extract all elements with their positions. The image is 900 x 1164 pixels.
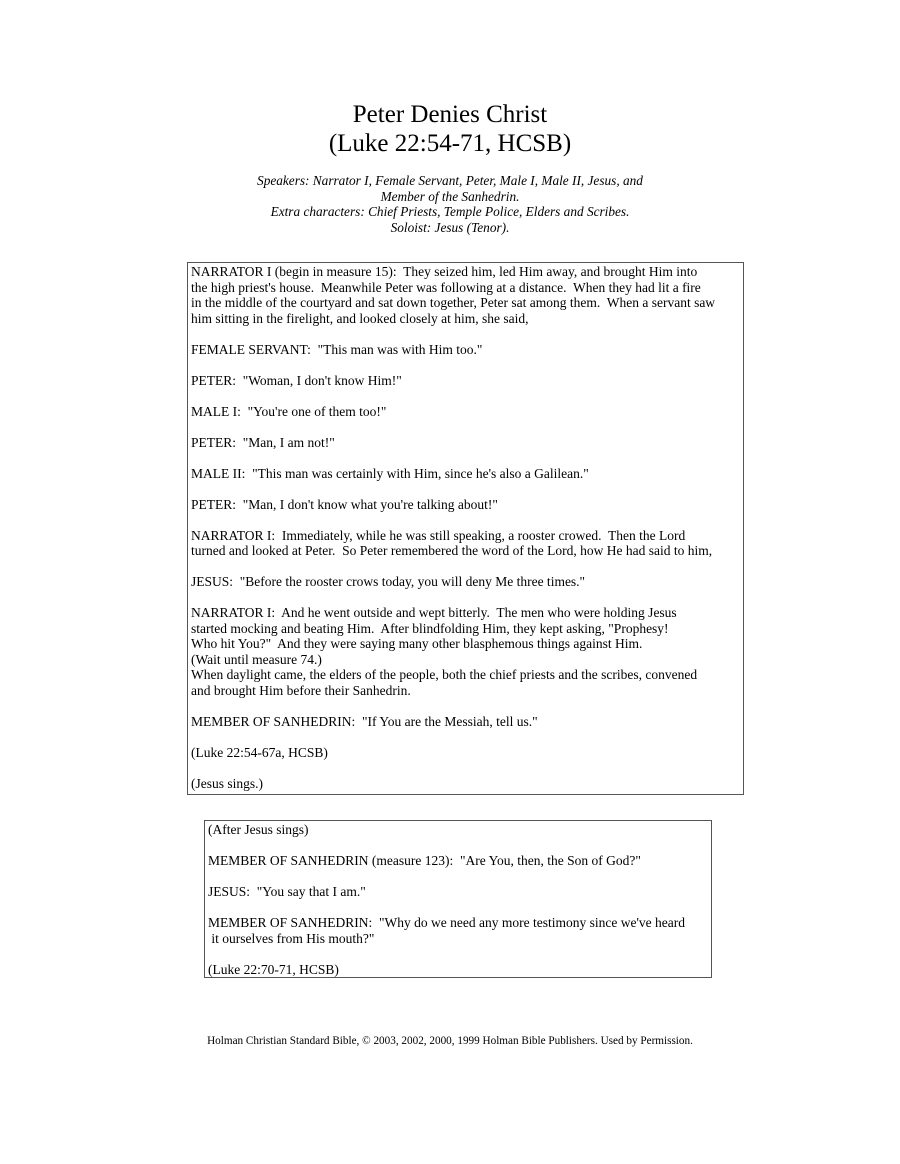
page-title	[0, 100, 900, 158]
script-paragraph: MALE II: "This man was certainly with Him, since he's also a Galilean."	[191, 465, 589, 481]
script-paragraph: MEMBER OF SANHEDRIN (measure 123): "Are You, then, the Son of God?"	[208, 853, 641, 868]
cast-notes	[0, 173, 900, 235]
script-paragraph	[208, 915, 708, 946]
title-line-2: (Luke 22:54-71, HCSB)	[328, 130, 572, 157]
stage-direction: (After Jesus sings)	[208, 822, 309, 837]
script-line: him sitting in the firelight, and looked closely at him, she said,	[191, 310, 529, 326]
script-paragraph: PETER: "Man, I don't know what you're talking about!"	[191, 496, 498, 512]
script-paragraph: MEMBER OF SANHEDRIN: "If You are the Messiah, tell us."	[191, 713, 538, 729]
script-line: the high priest's house. Meanwhile Peter was following at a distance. When they had lit a fire	[191, 279, 701, 295]
speakers-line-2: Member of the Sanhedrin.	[380, 188, 520, 204]
script-paragraph: PETER: "Man, I am not!"	[191, 434, 335, 450]
extra-characters: Extra characters: Chief Priests, Temple Police, Elders and Scribes.	[270, 204, 630, 219]
script-line: When daylight came, the elders of the people, both the chief priests and the scribes, convened	[191, 667, 698, 682]
script-line: NARRATOR I: And he went outside and wept bitterly. The men who were holding Jesus	[191, 605, 677, 620]
script-box-part-1	[187, 262, 744, 795]
script-line: and brought Him before their Sanhedrin.	[191, 682, 411, 698]
script-paragraph: PETER: "Woman, I don't know Him!"	[191, 372, 402, 388]
script-line: Who hit You?" And they were saying many other blasphemous things against Him.	[191, 636, 643, 651]
scripture-reference: (Luke 22:70-71, HCSB)	[208, 961, 339, 977]
script-paragraph: FEMALE SERVANT: "This man was with Him too."	[191, 341, 483, 357]
script-paragraph: JESUS: "Before the rooster crows today, you will deny Me three times."	[191, 574, 586, 589]
script-line: it ourselves from His mouth?"	[208, 930, 375, 946]
script-line: NARRATOR I (begin in measure 15): They seized him, led Him away, and brought Him into	[191, 264, 698, 279]
script-line: in the middle of the courtyard and sat down together, Peter sat among them. When a servant saw	[191, 295, 716, 310]
stage-direction: (Jesus sings.)	[191, 775, 264, 791]
script-line: MEMBER OF SANHEDRIN: "Why do we need any more testimony since we've heard	[208, 915, 685, 930]
title-line-1: Peter Denies Christ	[352, 101, 548, 128]
script-paragraph: MALE I: "You're one of them too!"	[191, 403, 387, 419]
copyright-notice: Holman Christian Standard Bible, © 2003, 2002, 2000, 1999 Holman Bible Publishers. Used by Permission.	[207, 1035, 693, 1047]
script-box-part-2	[204, 820, 712, 978]
script-line: turned and looked at Peter. So Peter remembered the word of the Lord, how He had said to him,	[191, 543, 713, 558]
speakers-line-1: Speakers: Narrator I, Female Servant, Peter, Male I, Male II, Jesus, and	[257, 173, 643, 188]
scripture-reference: (Luke 22:54-67a, HCSB)	[191, 744, 328, 760]
script-paragraph	[191, 264, 740, 326]
script-line: (Wait until measure 74.)	[191, 651, 322, 667]
script-line: NARRATOR I: Immediately, while he was still speaking, a rooster crowed. Then the Lord	[191, 527, 686, 543]
soloist-note: Soloist: Jesus (Tenor).	[390, 219, 510, 235]
script-paragraph: JESUS: "You say that I am."	[208, 884, 366, 899]
script-line: started mocking and beating Him. After blindfolding Him, they kept asking, "Prophesy!	[191, 620, 669, 636]
script-paragraph	[191, 528, 740, 559]
script-paragraph	[191, 605, 740, 698]
